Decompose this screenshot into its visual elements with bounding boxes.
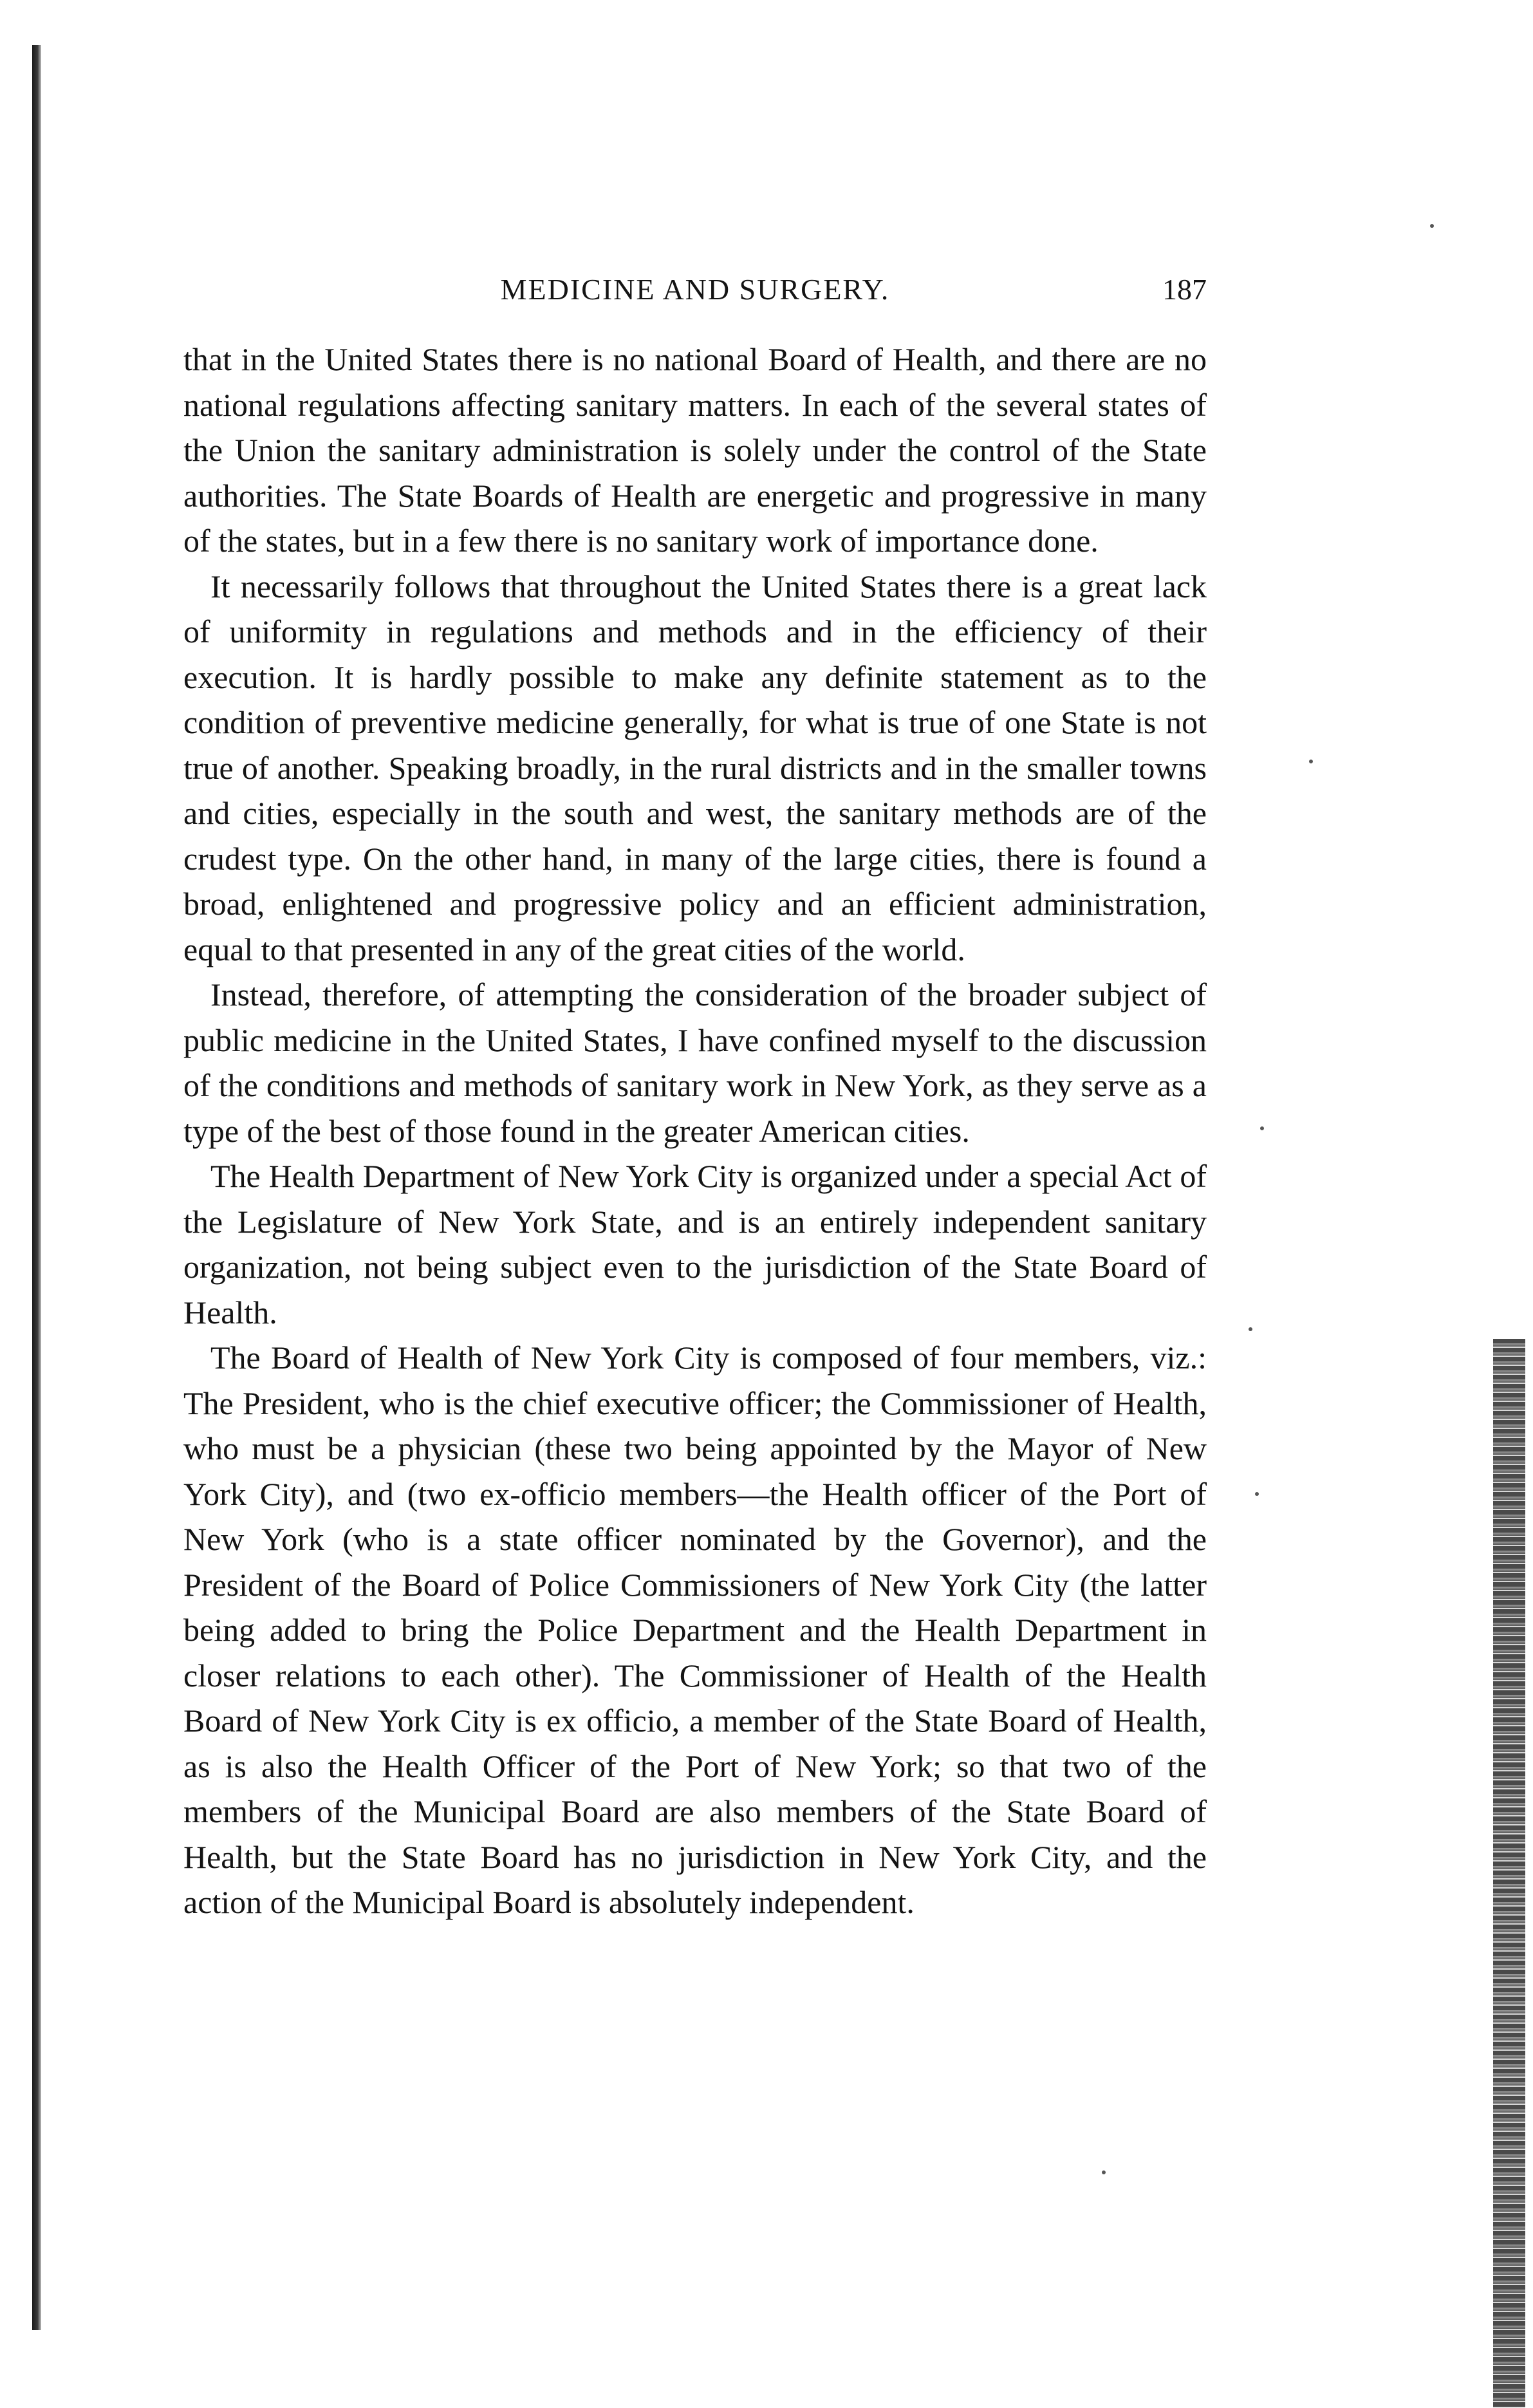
paragraph: The Board of Health of New York City is composed of four members, viz.: The President, who is the chief executive officer; the Commissioner of Health, who must be a physician (these two being appointed by the Mayor of New York City), and (two ex-officio members—the Health officer of the Port of New York (who is a state officer nominated by the Governor), and the President of the Board of Police Commissioners of New York City (the latter being added to bring the Police Department and the Health Department in closer relations to each other). The Commissioner of Health of the Health Board of New York City is ex officio, a member of the State Board of Health, as is also the Health Officer of the Port of New York; so that two of the members of the Municipal Board are also members of the State Board of Health, but the State Board has no jurisdiction in New York City, and the action of the Municipal Board is absolutely independent. [183, 1339, 1207, 1920]
paragraph: It necessarily follows that throughout the United States there is a great lack of uniformity in regulations and methods and in the efficiency of their execution. It is hardly possible to make any definite statement as to the condition of preventive medicine generally, for what is true of one State is not true of another. Speaking broadly, in the rural districts and in the smaller towns and cities, especially in the south and west, the sanitary methods are of the crudest type. On the other hand, in many of the large cities, there is found a broad, enlightened and progressive policy and an efficient administration, equal to that presented in any of the great cities of the world. [183, 568, 1207, 967]
paragraph: Instead, therefore, of attempting the consideration of the broader subject of public medicine in the United States, I have confined myself to the discussion of the conditions and methods of sanitary work in New York, as they serve as a type of the best of those found in the greater American cities. [183, 976, 1207, 1149]
scan-speck [1249, 1327, 1252, 1331]
scan-left-edge [32, 45, 41, 2330]
scan-speck [1309, 760, 1313, 763]
running-header [183, 267, 1207, 312]
page-number: 187 [1162, 273, 1207, 306]
book-page [183, 267, 1207, 1925]
running-title: MEDICINE AND SURGERY. [500, 273, 890, 306]
scan-right-edge [1493, 1339, 1525, 2407]
paragraph-continued: that in the United States there is no national Board of Health, and there are no national regulations affecting sanitary matters. In each of the several states of the Union the sanitary administration is solely under the control of the State authorities. The State Boards of Health are energetic and progressive in many of the states, but in a few there is no sanitary work of importance done. [183, 341, 1207, 559]
paragraph: The Health Department of New York City is organized under a special Act of the Legislature of New York State, and is an entirely independent sanitary organization, not being subject even to the jurisdiction of the State Board of Health. [183, 1158, 1207, 1330]
scan-speck [1102, 2170, 1106, 2174]
scan-speck [1255, 1492, 1259, 1496]
scan-speck [1260, 1126, 1264, 1130]
scan-speck [1430, 224, 1434, 228]
